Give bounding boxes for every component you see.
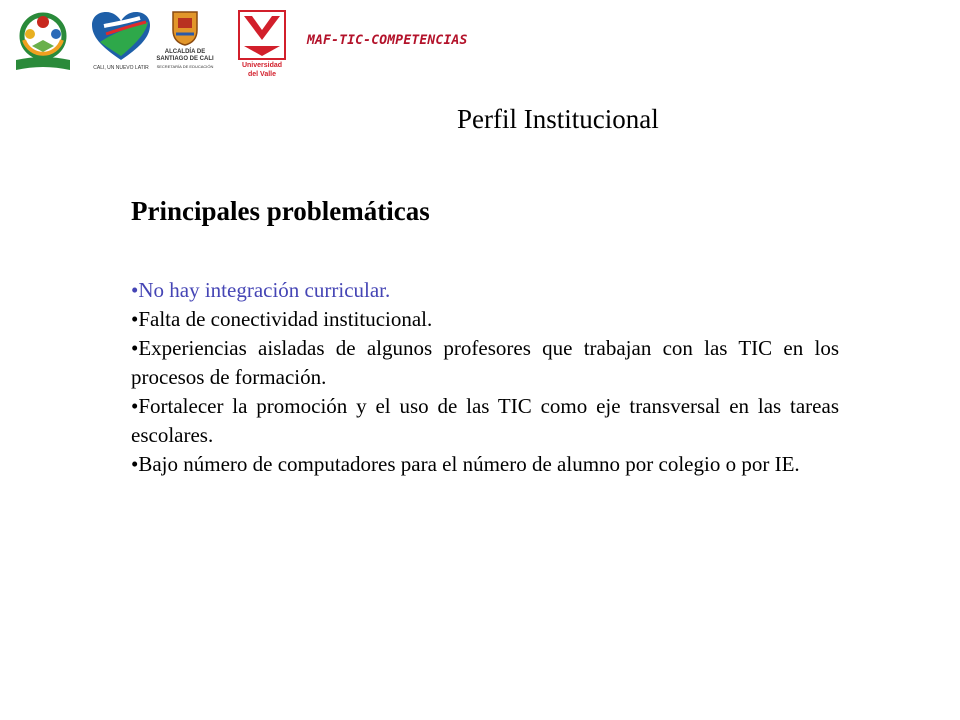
children-circle-icon [12, 10, 74, 74]
list-item: •Experiencias aisladas de algunos profesores que trabajan con las TIC en los procesos de formación. [131, 336, 839, 389]
alcaldia-line-3: SECRETARÍA DE EDUCACIÓN [156, 64, 214, 69]
cali-heart-caption: CALI, UN NUEVO LATIR [93, 65, 149, 71]
list-item: •Bajo número de computadores para el número de alumno por colegio o por IE. [131, 452, 800, 476]
alcaldia-cali-logo [152, 10, 218, 86]
heart-icon [90, 10, 152, 62]
univalle-emblem-icon [238, 10, 286, 60]
univalle-logo [238, 10, 286, 82]
page-title: Perfil Institucional [457, 104, 659, 134]
list-item: •No hay integración curricular. [131, 278, 391, 302]
list-item: •Fortalecer la promoción y el uso de las TIC como eje transversal en las tareas escolares. [131, 394, 839, 447]
header-title: MAF-TIC-COMPETENCIAS [307, 33, 468, 48]
section-heading: Principales problemáticas [131, 196, 430, 226]
univalle-line-1: Universidad [241, 62, 283, 69]
nuevas-relaciones-logo [12, 10, 74, 74]
coat-of-arms-icon [152, 10, 218, 46]
alcaldia-line-1: ALCALDÍA DE [164, 49, 206, 55]
list-item: •Falta de conectividad institucional. [131, 307, 433, 331]
problem-list [131, 276, 839, 479]
cali-heart-logo [90, 10, 152, 76]
univalle-line-2: del Valle [247, 71, 277, 78]
alcaldia-line-2: SANTIAGO DE CALI [156, 56, 214, 62]
